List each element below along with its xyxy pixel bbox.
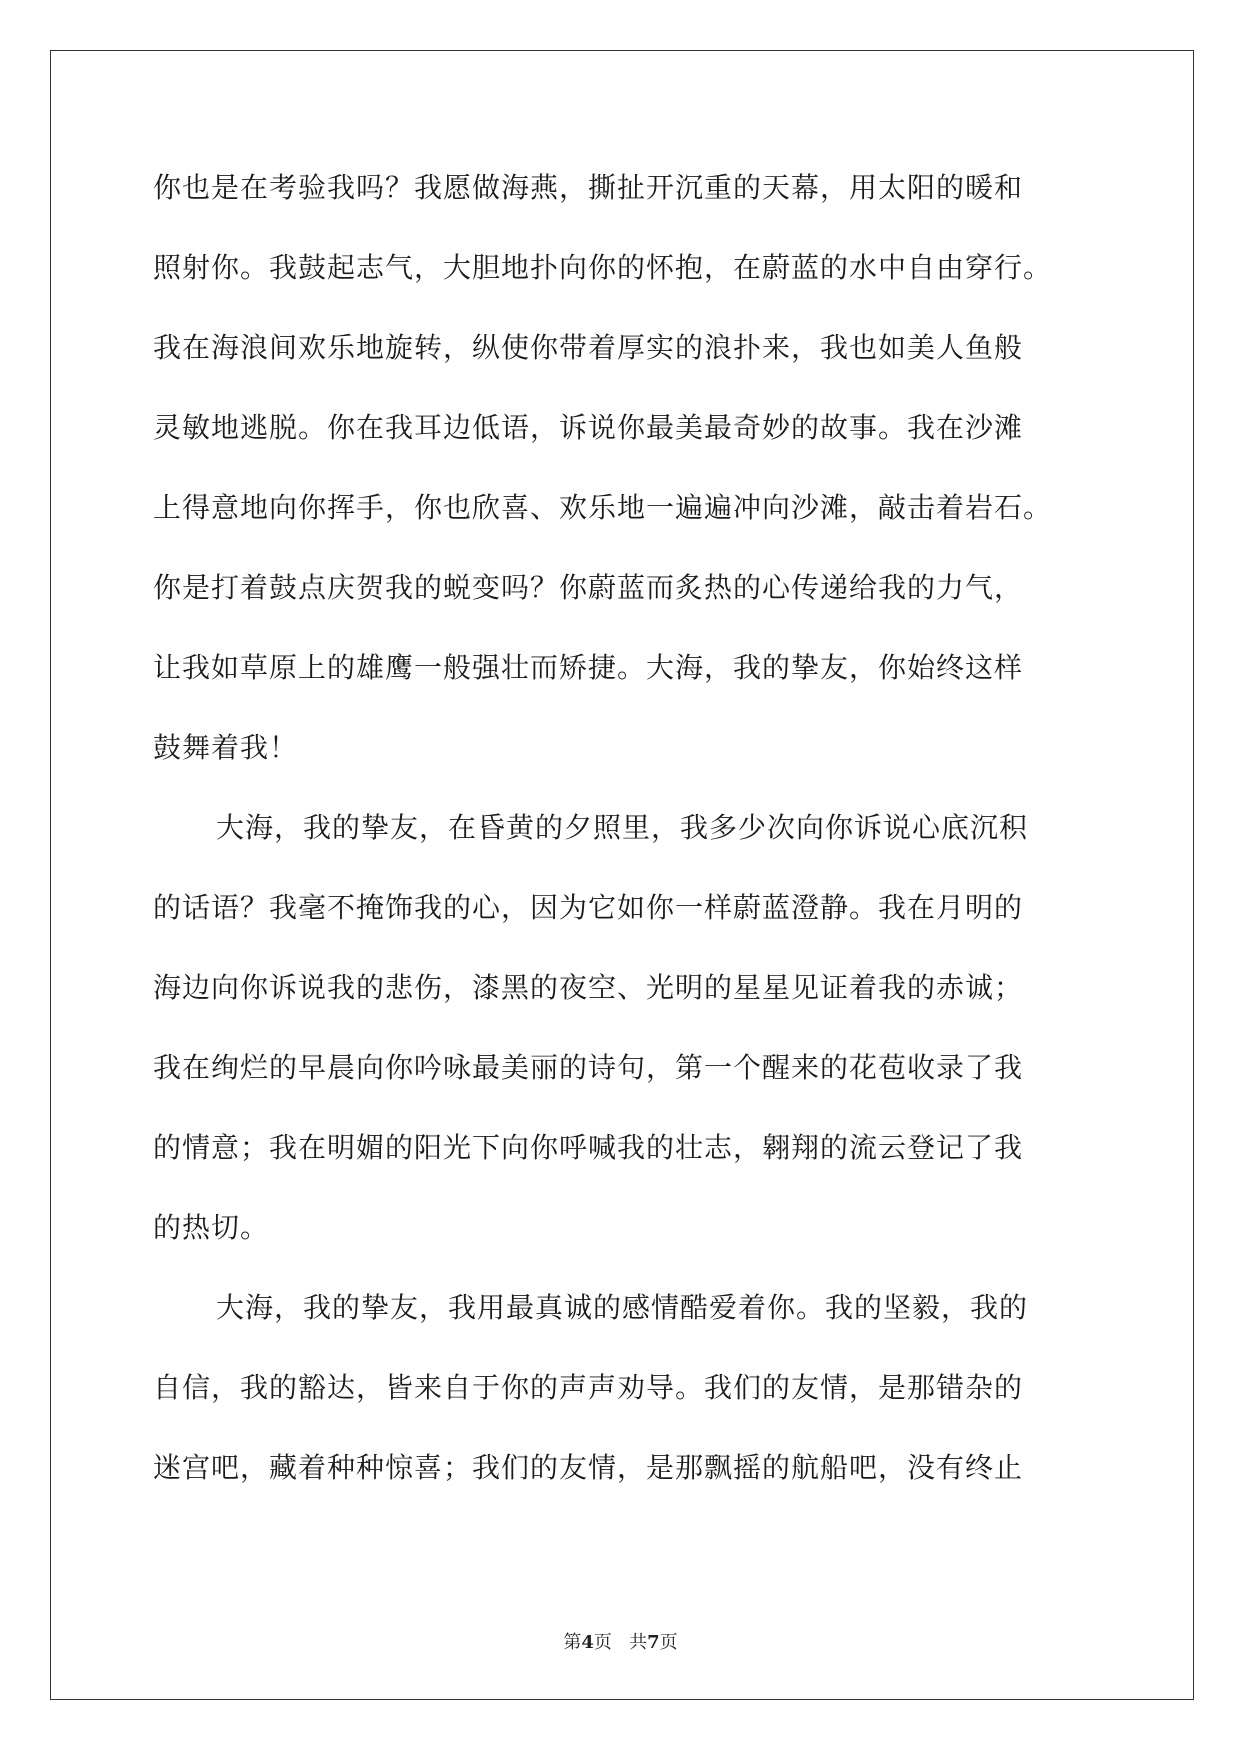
document-body [153,148,1103,1508]
text-line: 自信，我的豁达，皆来自于你的声声劝导。我们的友情，是那错杂的 [153,1371,1024,1404]
total-suffix: 页 [659,1632,678,1653]
text-line: 鼓舞着我！ [153,731,299,764]
total-prefix: 共 [629,1632,648,1653]
paragraph-first-line: 大海，我的挚友，在昏黄的夕照里，我多少次向你诉说心底沉积 [216,811,1029,844]
text-line: 灵敏地逃脱。你在我耳边低语，诉说你最美最奇妙的故事。我在沙滩 [153,411,1024,444]
text-line: 你也是在考验我吗？我愿做海燕，撕扯开沉重的天幕，用太阳的暖和 [153,171,1024,204]
page-number: 4 [581,1632,594,1653]
text-line: 迷宫吧，藏着种种惊喜；我们的友情，是那飘摇的航船吧，没有终止 [153,1451,1024,1484]
paragraph-first-line: 大海，我的挚友，我用最真诚的感情酷爱着你。我的坚毅，我的 [216,1291,1029,1324]
text-line: 你是打着鼓点庆贺我的蜕变吗？你蔚蓝而炙热的心传递给我的力气， [153,571,1024,604]
text-line: 照射你。我鼓起志气，大胆地扑向你的怀抱，在蔚蓝的水中自由穿行。 [153,251,1053,284]
text-line: 海边向你诉说我的悲伤，漆黑的夜空、光明的星星见证着我的赤诚； [153,971,1024,1004]
page-prefix: 第 [563,1632,582,1653]
text-line: 我在海浪间欢乐地旋转，纵使你带着厚实的浪扑来，我也如美人鱼般 [153,331,1024,364]
page-footer [0,1628,1241,1654]
total-pages: 7 [647,1632,660,1653]
text-line: 让我如草原上的雄鹰一般强壮而矫捷。大海，我的挚友，你始终这样 [153,651,1024,684]
text-line: 上得意地向你挥手，你也欣喜、欢乐地一遍遍冲向沙滩，敲击着岩石。 [153,491,1053,524]
text-line: 的情意；我在明媚的阳光下向你呼喊我的壮志，翱翔的流云登记了我 [153,1131,1024,1164]
text-line: 我在绚烂的早晨向你吟咏最美丽的诗句，第一个醒来的花苞收录了我 [153,1051,1024,1084]
text-line: 的热切。 [153,1211,270,1244]
page-suffix: 页 [593,1632,612,1653]
text-line: 的话语？我毫不掩饰我的心，因为它如你一样蔚蓝澄静。我在月明的 [153,891,1024,924]
